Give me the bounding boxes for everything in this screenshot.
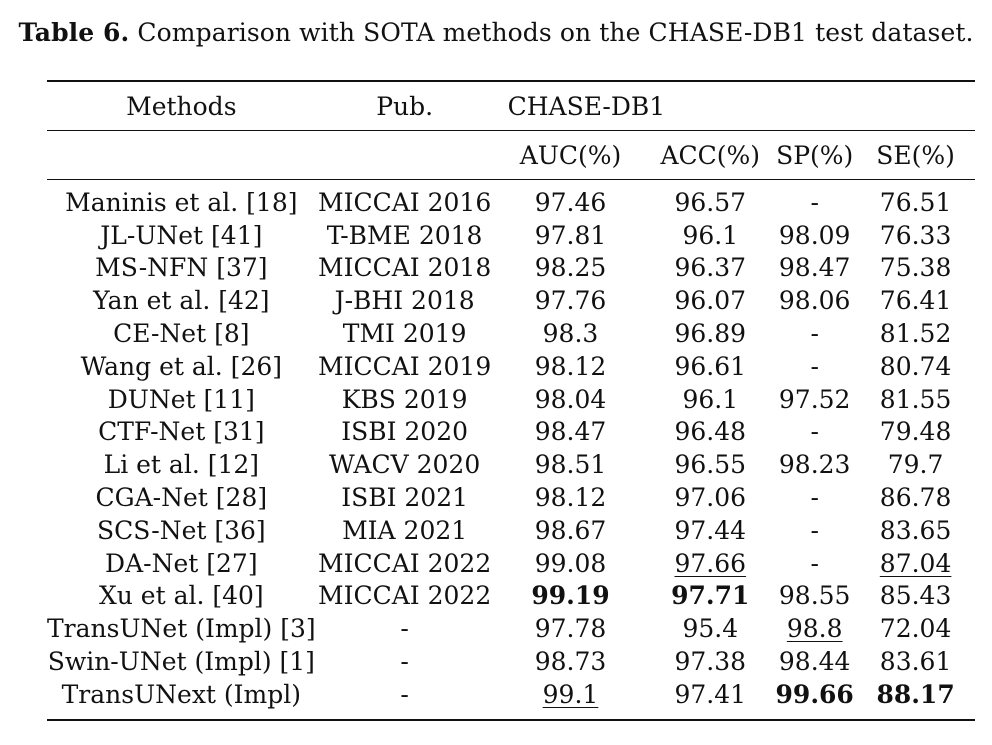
cell-acc: 96.1 xyxy=(682,220,739,250)
cell-acc: 97.71 xyxy=(671,581,750,611)
table-row xyxy=(47,481,975,514)
header-acc: ACC(%) xyxy=(660,140,761,170)
table-caption xyxy=(0,18,992,47)
cell-acc: 96.57 xyxy=(674,187,747,217)
cell-pub: WACV 2020 xyxy=(328,450,481,480)
cell-acc-value: 97.66 xyxy=(674,548,747,578)
cell-se: 75.38 xyxy=(879,253,952,283)
cell-acc: 96.48 xyxy=(674,417,747,447)
cell-sp: 97.52 xyxy=(778,384,851,414)
cell-method: CGA-Net [28] xyxy=(95,483,268,513)
header-dataset: CHASE-DB1 xyxy=(507,91,666,121)
cell-se: 76.41 xyxy=(879,286,952,316)
cell-sp: 98.23 xyxy=(778,450,851,480)
cell-auc: 97.46 xyxy=(534,187,607,217)
cell-auc: 98.47 xyxy=(534,417,607,447)
header-auc: AUC(%) xyxy=(519,140,622,170)
cell-method: MS-NFN [37] xyxy=(95,253,268,283)
cell-se: 85.43 xyxy=(879,581,952,611)
cell-sp-value: 98.8 xyxy=(786,614,843,644)
cell-acc: 96.61 xyxy=(674,351,747,381)
cell-auc: 98.51 xyxy=(534,450,607,480)
cell-acc: 97.06 xyxy=(674,483,747,513)
cell-pub: MICCAI 2016 xyxy=(318,187,492,217)
cell-se: 79.48 xyxy=(879,417,952,447)
table-row xyxy=(47,416,975,449)
cell-method: Yan et al. [42] xyxy=(93,286,270,316)
table-row xyxy=(47,547,975,580)
cell-pub: MICCAI 2022 xyxy=(318,548,492,578)
cell-method: TransUNet (Impl) [3] xyxy=(47,614,316,644)
header-methods: Methods xyxy=(126,91,237,121)
table-row xyxy=(47,219,975,252)
cell-pub: J-BHI 2018 xyxy=(334,286,475,316)
cell-auc: 97.78 xyxy=(534,614,607,644)
cell-auc: 99.08 xyxy=(534,548,607,578)
cell-pub: MIA 2021 xyxy=(342,515,468,545)
cell-sp: 98.44 xyxy=(778,647,851,677)
caption-text: Comparison with SOTA methods on the CHASE-DB1 test dataset. xyxy=(137,18,974,47)
cell-auc: 98.25 xyxy=(534,253,607,283)
cell-acc: 96.89 xyxy=(674,319,747,349)
cell-acc: 95.4 xyxy=(682,614,739,644)
cell-se: 79.7 xyxy=(887,450,944,480)
cell-se: 81.52 xyxy=(879,319,952,349)
cell-sp: - xyxy=(810,417,819,447)
cell-pub: MICCAI 2022 xyxy=(318,581,492,611)
cell-method: JL-UNet [41] xyxy=(100,220,263,250)
cell-se: 76.51 xyxy=(879,187,952,217)
cell-pub: MICCAI 2019 xyxy=(318,351,492,381)
cell-sp: 98.06 xyxy=(778,286,851,316)
cell-auc: 98.12 xyxy=(534,483,607,513)
cell-acc: 96.1 xyxy=(682,384,739,414)
cell-pub: ISBI 2021 xyxy=(341,483,469,513)
cell-method: TransUNext (Impl) xyxy=(61,679,302,709)
caption-label: Table 6. xyxy=(18,18,130,47)
cell-method: Maninis et al. [18] xyxy=(65,187,298,217)
subheader-row xyxy=(47,131,975,180)
cell-sp xyxy=(773,612,856,645)
table-row xyxy=(47,383,975,416)
cell-method: Xu et al. [40] xyxy=(98,581,264,611)
cell-pub: T-BME 2018 xyxy=(326,220,483,250)
cell-auc: 98.04 xyxy=(534,384,607,414)
cell-pub: - xyxy=(400,647,409,677)
cell-se: 88.17 xyxy=(876,679,955,709)
cell-se xyxy=(856,547,975,580)
cell-sp: 98.09 xyxy=(778,220,851,250)
cell-sp: - xyxy=(810,351,819,381)
cell-pub: KBS 2019 xyxy=(341,384,468,414)
cell-sp: - xyxy=(810,548,819,578)
cell-sp: 98.55 xyxy=(778,581,851,611)
header-se: SE(%) xyxy=(876,140,955,170)
cell-pub: - xyxy=(400,679,409,709)
cell-method: DUNet [11] xyxy=(107,384,255,414)
cell-auc: 98.3 xyxy=(542,319,599,349)
cell-pub: MICCAI 2018 xyxy=(318,253,492,283)
cell-method: Wang et al. [26] xyxy=(80,351,283,381)
table-row xyxy=(47,645,975,678)
cell-se: 81.55 xyxy=(879,384,952,414)
header-row xyxy=(47,81,975,131)
cell-auc: 98.67 xyxy=(534,515,607,545)
cell-acc: 96.55 xyxy=(674,450,747,480)
table-row xyxy=(47,514,975,547)
cell-se: 72.04 xyxy=(879,614,952,644)
table-row xyxy=(47,317,975,350)
header-pub: Pub. xyxy=(376,91,434,121)
cell-sp: - xyxy=(810,319,819,349)
table-row xyxy=(47,180,975,219)
cell-acc: 96.07 xyxy=(674,286,747,316)
cell-sp: - xyxy=(810,187,819,217)
cell-sp: - xyxy=(810,483,819,513)
cell-method: CE-Net [8] xyxy=(113,319,250,349)
cell-se: 83.61 xyxy=(879,647,952,677)
cell-pub: - xyxy=(400,614,409,644)
cell-se: 80.74 xyxy=(879,351,952,381)
table-row xyxy=(47,252,975,285)
cell-auc xyxy=(494,678,648,720)
cell-se: 83.65 xyxy=(879,515,952,545)
cell-se: 76.33 xyxy=(879,220,952,250)
cell-se: 86.78 xyxy=(879,483,952,513)
cell-method: Li et al. [12] xyxy=(103,450,260,480)
cell-sp: - xyxy=(810,515,819,545)
cell-acc: 96.37 xyxy=(674,253,747,283)
cell-sp: 98.47 xyxy=(778,253,851,283)
cell-method: SCS-Net [36] xyxy=(96,515,266,545)
cell-method: Swin-UNet (Impl) [1] xyxy=(47,647,315,677)
table-row xyxy=(47,284,975,317)
cell-acc: 97.38 xyxy=(674,647,747,677)
cell-method: CTF-Net [31] xyxy=(98,417,265,447)
cell-auc: 98.73 xyxy=(534,647,607,677)
cell-method: DA-Net [27] xyxy=(105,548,258,578)
cell-pub: TMI 2019 xyxy=(342,319,467,349)
cell-auc: 97.76 xyxy=(534,286,607,316)
cell-acc: 97.44 xyxy=(674,515,747,545)
comparison-table-container xyxy=(47,80,975,721)
cell-pub: ISBI 2020 xyxy=(341,417,469,447)
cell-se-value: 87.04 xyxy=(879,548,952,578)
table-row xyxy=(47,580,975,613)
header-sp: SP(%) xyxy=(776,140,854,170)
cell-auc: 97.81 xyxy=(534,220,607,250)
table-row xyxy=(47,350,975,383)
table-row xyxy=(47,612,975,645)
cell-acc: 97.41 xyxy=(674,679,747,709)
cell-auc: 99.19 xyxy=(531,581,610,611)
cell-acc xyxy=(647,547,773,580)
table-row xyxy=(47,448,975,481)
cell-sp: 99.66 xyxy=(775,679,854,709)
table-row xyxy=(47,678,975,720)
cell-auc: 98.12 xyxy=(534,351,607,381)
comparison-table xyxy=(47,80,975,721)
cell-auc-value: 99.1 xyxy=(542,679,599,709)
